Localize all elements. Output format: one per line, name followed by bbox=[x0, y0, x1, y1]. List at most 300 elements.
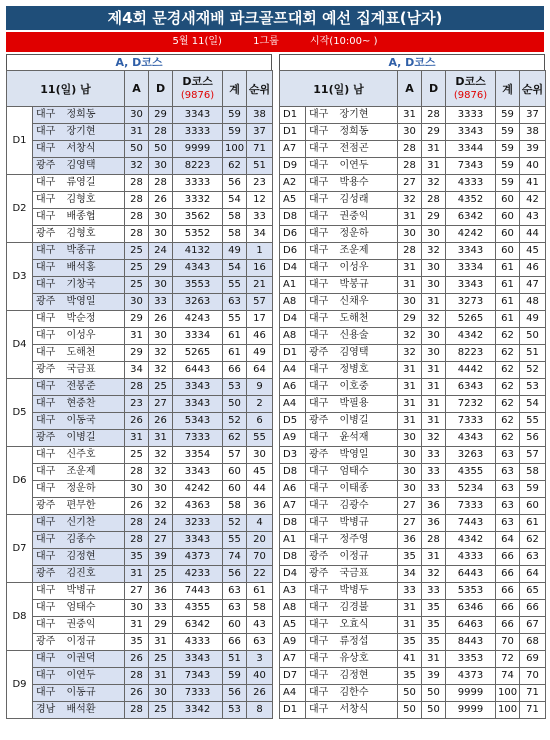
a-score-cell: 27 bbox=[125, 583, 149, 600]
dcourse-cell: 6443 bbox=[173, 362, 223, 379]
a-score-cell: 28 bbox=[125, 175, 149, 192]
table-row bbox=[280, 396, 546, 413]
group-code-cell: A4 bbox=[280, 396, 306, 413]
dcourse-cell: 3343 bbox=[173, 379, 223, 396]
name-cell: 김성래 bbox=[336, 192, 398, 209]
group-code-cell: A1 bbox=[280, 277, 306, 294]
a-score-cell: 35 bbox=[125, 634, 149, 651]
rank-cell: 45 bbox=[520, 243, 546, 260]
rank-cell: 64 bbox=[247, 362, 273, 379]
table-row bbox=[280, 192, 546, 209]
dcourse-cell: 4233 bbox=[173, 566, 223, 583]
d-score-cell: 28 bbox=[149, 175, 173, 192]
d-score-cell: 30 bbox=[149, 481, 173, 498]
d-score-cell: 32 bbox=[422, 566, 446, 583]
table-row bbox=[7, 685, 273, 702]
a-score-cell: 30 bbox=[125, 600, 149, 617]
dcourse-cell: 3342 bbox=[173, 702, 223, 719]
dcourse-cell: 7333 bbox=[446, 498, 496, 515]
header-a: A bbox=[125, 71, 149, 107]
total-cell: 60 bbox=[496, 209, 520, 226]
dcourse-cell: 3333 bbox=[173, 124, 223, 141]
rank-cell: 62 bbox=[520, 532, 546, 549]
region-cell: 대구 bbox=[33, 515, 63, 532]
total-cell: 56 bbox=[223, 685, 247, 702]
total-cell: 57 bbox=[223, 447, 247, 464]
dcourse-cell: 4363 bbox=[173, 498, 223, 515]
table-row bbox=[280, 243, 546, 260]
a-score-cell: 28 bbox=[398, 243, 422, 260]
d-score-cell: 32 bbox=[149, 464, 173, 481]
d-score-cell: 30 bbox=[422, 260, 446, 277]
name-cell: 이호중 bbox=[336, 379, 398, 396]
name-cell: 이동국 bbox=[63, 413, 125, 430]
d-score-cell: 25 bbox=[149, 379, 173, 396]
total-cell: 63 bbox=[496, 515, 520, 532]
header-a: A bbox=[398, 71, 422, 107]
a-score-cell: 25 bbox=[125, 243, 149, 260]
dcourse-cell: 6463 bbox=[446, 617, 496, 634]
d-score-cell: 30 bbox=[422, 345, 446, 362]
a-score-cell: 30 bbox=[398, 226, 422, 243]
rank-cell: 16 bbox=[247, 260, 273, 277]
group-code-cell: A8 bbox=[280, 600, 306, 617]
dcourse-cell: 3343 bbox=[173, 107, 223, 124]
name-cell: 박순정 bbox=[63, 311, 125, 328]
region-cell: 광주 bbox=[33, 226, 63, 243]
name-cell: 이동규 bbox=[63, 685, 125, 702]
region-cell: 광주 bbox=[33, 430, 63, 447]
table-row bbox=[280, 549, 546, 566]
region-cell: 대구 bbox=[33, 532, 63, 549]
group-code-cell: A5 bbox=[280, 617, 306, 634]
rank-cell: 41 bbox=[520, 175, 546, 192]
d-score-cell: 30 bbox=[149, 685, 173, 702]
rank-cell: 71 bbox=[520, 685, 546, 702]
dcourse-cell: 3334 bbox=[173, 328, 223, 345]
region-cell: 대구 bbox=[33, 124, 63, 141]
table-row bbox=[7, 175, 273, 192]
region-cell: 대구 bbox=[33, 396, 63, 413]
total-cell: 59 bbox=[496, 158, 520, 175]
dcourse-cell: 4242 bbox=[446, 226, 496, 243]
table-row bbox=[7, 124, 273, 141]
dcourse-cell: 7333 bbox=[446, 413, 496, 430]
group-code-cell: D6 bbox=[280, 243, 306, 260]
region-cell: 대구 bbox=[33, 328, 63, 345]
total-cell: 54 bbox=[223, 192, 247, 209]
name-cell: 엄태수 bbox=[63, 600, 125, 617]
name-cell: 김영택 bbox=[336, 345, 398, 362]
total-cell: 61 bbox=[223, 345, 247, 362]
header-day: 11(일) 남 bbox=[7, 71, 125, 107]
course-label: A, D코스 bbox=[6, 54, 272, 70]
region-cell: 대구 bbox=[306, 192, 336, 209]
name-cell: 편무한 bbox=[63, 498, 125, 515]
total-cell: 62 bbox=[496, 362, 520, 379]
table-row bbox=[280, 379, 546, 396]
dcourse-cell: 6342 bbox=[446, 209, 496, 226]
total-cell: 59 bbox=[496, 107, 520, 124]
total-cell: 49 bbox=[223, 243, 247, 260]
dcourse-cell: 7232 bbox=[446, 396, 496, 413]
table-row bbox=[7, 600, 273, 617]
rank-cell: 33 bbox=[247, 209, 273, 226]
group-code-cell: A7 bbox=[280, 498, 306, 515]
rank-cell: 40 bbox=[520, 158, 546, 175]
rank-cell: 6 bbox=[247, 413, 273, 430]
d-score-cell: 30 bbox=[422, 226, 446, 243]
d-score-cell: 27 bbox=[149, 532, 173, 549]
total-cell: 60 bbox=[496, 192, 520, 209]
name-cell: 신채우 bbox=[336, 294, 398, 311]
table-row bbox=[280, 532, 546, 549]
dcourse-cell: 7343 bbox=[446, 158, 496, 175]
group-code-cell: A4 bbox=[280, 685, 306, 702]
a-score-cell: 27 bbox=[398, 515, 422, 532]
d-score-cell: 50 bbox=[422, 685, 446, 702]
dcourse-cell: 3333 bbox=[446, 107, 496, 124]
total-cell: 66 bbox=[223, 634, 247, 651]
total-cell: 52 bbox=[223, 515, 247, 532]
dcourse-cell: 7343 bbox=[173, 668, 223, 685]
name-cell: 배석환 bbox=[63, 702, 125, 719]
name-cell: 기창국 bbox=[63, 277, 125, 294]
d-score-cell: 31 bbox=[422, 362, 446, 379]
a-score-cell: 41 bbox=[398, 651, 422, 668]
group-code-cell: A8 bbox=[280, 328, 306, 345]
region-cell: 대구 bbox=[306, 158, 336, 175]
group-code-cell: D4 bbox=[280, 566, 306, 583]
group-code-cell: D9 bbox=[280, 158, 306, 175]
table-row bbox=[280, 362, 546, 379]
table-row bbox=[280, 413, 546, 430]
a-score-cell: 27 bbox=[398, 175, 422, 192]
table-row bbox=[280, 481, 546, 498]
name-cell: 이정규 bbox=[336, 549, 398, 566]
total-cell: 61 bbox=[496, 277, 520, 294]
region-cell: 대구 bbox=[33, 243, 63, 260]
a-score-cell: 26 bbox=[125, 413, 149, 430]
table-row bbox=[280, 498, 546, 515]
dcourse-cell: 6346 bbox=[446, 600, 496, 617]
a-score-cell: 31 bbox=[398, 617, 422, 634]
d-score-cell: 31 bbox=[422, 549, 446, 566]
total-cell: 55 bbox=[223, 311, 247, 328]
dcourse-cell: 3273 bbox=[446, 294, 496, 311]
d-score-cell: 32 bbox=[149, 498, 173, 515]
name-cell: 박봉규 bbox=[336, 277, 398, 294]
table-row bbox=[7, 617, 273, 634]
d-score-cell: 29 bbox=[422, 209, 446, 226]
name-cell: 김형호 bbox=[63, 192, 125, 209]
rank-cell: 71 bbox=[520, 702, 546, 719]
region-cell: 대구 bbox=[33, 600, 63, 617]
dcourse-cell: 4343 bbox=[173, 260, 223, 277]
d-score-cell: 32 bbox=[422, 311, 446, 328]
a-score-cell: 50 bbox=[398, 685, 422, 702]
d-score-cell: 30 bbox=[422, 328, 446, 345]
right-table-body bbox=[280, 107, 546, 719]
a-score-cell: 36 bbox=[398, 532, 422, 549]
d-score-cell: 36 bbox=[422, 515, 446, 532]
page-title: 제4회 문경새재배 파크골프대회 예선 집계표(남자) bbox=[6, 6, 544, 30]
a-score-cell: 35 bbox=[398, 668, 422, 685]
a-score-cell: 31 bbox=[398, 379, 422, 396]
total-cell: 59 bbox=[223, 107, 247, 124]
header-dcourse-label: D코스 bbox=[455, 74, 486, 88]
table-row bbox=[280, 226, 546, 243]
rank-cell: 49 bbox=[520, 311, 546, 328]
a-score-cell: 30 bbox=[125, 107, 149, 124]
dcourse-cell: 4373 bbox=[173, 549, 223, 566]
dcourse-cell: 4333 bbox=[446, 175, 496, 192]
d-score-cell: 33 bbox=[422, 481, 446, 498]
rank-cell: 68 bbox=[520, 634, 546, 651]
name-cell: 박영일 bbox=[336, 447, 398, 464]
a-score-cell: 31 bbox=[125, 617, 149, 634]
rank-cell: 3 bbox=[247, 651, 273, 668]
group-code-cell: A9 bbox=[280, 430, 306, 447]
rank-cell: 61 bbox=[247, 583, 273, 600]
a-score-cell: 30 bbox=[398, 481, 422, 498]
a-score-cell: 30 bbox=[398, 124, 422, 141]
name-cell: 도해천 bbox=[63, 345, 125, 362]
total-cell: 53 bbox=[223, 379, 247, 396]
rank-cell: 47 bbox=[520, 277, 546, 294]
group-code-cell: D3 bbox=[280, 447, 306, 464]
d-score-cell: 28 bbox=[422, 192, 446, 209]
region-cell: 대구 bbox=[306, 175, 336, 192]
group-code-cell: A2 bbox=[280, 175, 306, 192]
name-cell: 전봉준 bbox=[63, 379, 125, 396]
d-score-cell: 33 bbox=[422, 583, 446, 600]
d-score-cell: 30 bbox=[149, 209, 173, 226]
total-cell: 62 bbox=[223, 158, 247, 175]
dcourse-cell: 6443 bbox=[446, 566, 496, 583]
table-row bbox=[7, 209, 273, 226]
dcourse-cell: 3343 bbox=[173, 464, 223, 481]
region-cell: 대구 bbox=[33, 447, 63, 464]
region-cell: 대구 bbox=[306, 362, 336, 379]
name-cell: 이병길 bbox=[336, 413, 398, 430]
region-cell: 대구 bbox=[306, 311, 336, 328]
group-cell: D6 bbox=[7, 447, 33, 515]
group-code-cell: D8 bbox=[280, 464, 306, 481]
name-cell: 유상호 bbox=[336, 651, 398, 668]
region-cell: 대구 bbox=[306, 277, 336, 294]
total-cell: 70 bbox=[496, 634, 520, 651]
name-cell: 장기현 bbox=[336, 107, 398, 124]
region-cell: 대구 bbox=[306, 379, 336, 396]
total-cell: 51 bbox=[223, 651, 247, 668]
group-code-cell: A7 bbox=[280, 141, 306, 158]
a-score-cell: 31 bbox=[125, 124, 149, 141]
a-score-cell: 28 bbox=[125, 515, 149, 532]
d-score-cell: 32 bbox=[149, 345, 173, 362]
total-cell: 59 bbox=[223, 668, 247, 685]
a-score-cell: 26 bbox=[125, 498, 149, 515]
name-cell: 현중찬 bbox=[63, 396, 125, 413]
name-cell: 정병호 bbox=[336, 362, 398, 379]
dcourse-cell: 4242 bbox=[173, 481, 223, 498]
region-cell: 대구 bbox=[306, 328, 336, 345]
dcourse-cell: 7333 bbox=[173, 430, 223, 447]
region-cell: 대구 bbox=[306, 107, 336, 124]
dcourse-cell: 5353 bbox=[446, 583, 496, 600]
total-cell: 61 bbox=[496, 260, 520, 277]
d-score-cell: 24 bbox=[149, 243, 173, 260]
a-score-cell: 25 bbox=[125, 447, 149, 464]
table-row bbox=[280, 107, 546, 124]
name-cell: 박병규 bbox=[336, 515, 398, 532]
total-cell: 66 bbox=[496, 566, 520, 583]
rank-cell: 64 bbox=[520, 566, 546, 583]
region-cell: 대구 bbox=[306, 396, 336, 413]
header-rank: 순위 bbox=[247, 71, 273, 107]
group-cell: D8 bbox=[7, 583, 33, 651]
dcourse-cell: 4373 bbox=[446, 668, 496, 685]
name-cell: 권중익 bbox=[336, 209, 398, 226]
region-cell: 대구 bbox=[306, 464, 336, 481]
total-cell: 66 bbox=[223, 362, 247, 379]
region-cell: 대구 bbox=[306, 515, 336, 532]
region-cell: 대구 bbox=[306, 600, 336, 617]
a-score-cell: 28 bbox=[125, 464, 149, 481]
rank-cell: 51 bbox=[520, 345, 546, 362]
name-cell: 정희동 bbox=[336, 124, 398, 141]
a-score-cell: 28 bbox=[125, 532, 149, 549]
d-score-cell: 29 bbox=[149, 260, 173, 277]
rank-cell: 54 bbox=[520, 396, 546, 413]
name-cell: 이태종 bbox=[336, 481, 398, 498]
total-cell: 62 bbox=[496, 430, 520, 447]
region-cell: 대구 bbox=[33, 685, 63, 702]
name-cell: 도해천 bbox=[336, 311, 398, 328]
a-score-cell: 31 bbox=[398, 107, 422, 124]
table-row bbox=[7, 328, 273, 345]
rank-cell: 52 bbox=[520, 362, 546, 379]
dcourse-cell: 8223 bbox=[446, 345, 496, 362]
total-cell: 54 bbox=[223, 260, 247, 277]
rank-cell: 53 bbox=[520, 379, 546, 396]
name-cell: 김진호 bbox=[63, 566, 125, 583]
a-score-cell: 31 bbox=[125, 430, 149, 447]
dcourse-cell: 3562 bbox=[173, 209, 223, 226]
a-score-cell: 27 bbox=[398, 498, 422, 515]
region-cell: 대구 bbox=[33, 345, 63, 362]
total-cell: 63 bbox=[223, 600, 247, 617]
a-score-cell: 26 bbox=[125, 651, 149, 668]
rank-cell: 43 bbox=[520, 209, 546, 226]
rank-cell: 55 bbox=[247, 430, 273, 447]
dcourse-cell: 9999 bbox=[446, 685, 496, 702]
dcourse-cell: 4355 bbox=[446, 464, 496, 481]
table-row bbox=[7, 566, 273, 583]
a-score-cell: 28 bbox=[398, 158, 422, 175]
table-row bbox=[280, 600, 546, 617]
name-cell: 박병두 bbox=[336, 583, 398, 600]
a-score-cell: 32 bbox=[398, 328, 422, 345]
total-cell: 62 bbox=[496, 379, 520, 396]
table-row bbox=[280, 583, 546, 600]
dcourse-cell: 7443 bbox=[446, 515, 496, 532]
rank-cell: 70 bbox=[520, 668, 546, 685]
region-cell: 대구 bbox=[306, 124, 336, 141]
region-cell: 대구 bbox=[33, 413, 63, 430]
d-score-cell: 31 bbox=[422, 413, 446, 430]
table-row bbox=[7, 141, 273, 158]
table-row bbox=[7, 481, 273, 498]
total-cell: 55 bbox=[223, 532, 247, 549]
dcourse-cell: 3334 bbox=[446, 260, 496, 277]
table-row bbox=[7, 311, 273, 328]
group-code-cell: D8 bbox=[280, 549, 306, 566]
d-score-cell: 35 bbox=[422, 634, 446, 651]
group-code-cell: D7 bbox=[280, 668, 306, 685]
a-score-cell: 32 bbox=[398, 192, 422, 209]
total-cell: 61 bbox=[223, 328, 247, 345]
total-cell: 64 bbox=[496, 532, 520, 549]
d-score-cell: 28 bbox=[422, 107, 446, 124]
table-row bbox=[280, 566, 546, 583]
d-score-cell: 29 bbox=[422, 124, 446, 141]
region-cell: 대구 bbox=[33, 192, 63, 209]
d-score-cell: 30 bbox=[149, 328, 173, 345]
d-score-cell: 31 bbox=[422, 158, 446, 175]
a-score-cell: 30 bbox=[125, 481, 149, 498]
total-cell: 100 bbox=[223, 141, 247, 158]
dcourse-cell: 3553 bbox=[173, 277, 223, 294]
region-cell: 대구 bbox=[33, 617, 63, 634]
rank-cell: 39 bbox=[520, 141, 546, 158]
dcourse-cell: 8223 bbox=[173, 158, 223, 175]
d-score-cell: 36 bbox=[422, 498, 446, 515]
rank-cell: 21 bbox=[247, 277, 273, 294]
rank-cell: 1 bbox=[247, 243, 273, 260]
name-cell: 류정섭 bbox=[336, 634, 398, 651]
rank-cell: 17 bbox=[247, 311, 273, 328]
rank-cell: 48 bbox=[520, 294, 546, 311]
total-cell: 62 bbox=[496, 345, 520, 362]
table-row bbox=[7, 158, 273, 175]
dcourse-cell: 4343 bbox=[446, 430, 496, 447]
a-score-cell: 28 bbox=[125, 668, 149, 685]
a-score-cell: 28 bbox=[125, 209, 149, 226]
table-row bbox=[7, 396, 273, 413]
total-cell: 74 bbox=[223, 549, 247, 566]
d-score-cell: 32 bbox=[422, 430, 446, 447]
dcourse-cell: 3333 bbox=[173, 175, 223, 192]
start-time-label: 시작(10:00~ ) bbox=[309, 36, 378, 47]
table-row bbox=[280, 175, 546, 192]
total-cell: 62 bbox=[496, 396, 520, 413]
group-code-cell: D1 bbox=[280, 345, 306, 362]
rank-cell: 22 bbox=[247, 566, 273, 583]
table-row bbox=[280, 634, 546, 651]
rank-cell: 37 bbox=[247, 124, 273, 141]
d-score-cell: 35 bbox=[422, 600, 446, 617]
dcourse-cell: 3263 bbox=[446, 447, 496, 464]
total-cell: 53 bbox=[223, 702, 247, 719]
total-cell: 60 bbox=[223, 617, 247, 634]
group-cell: D5 bbox=[7, 379, 33, 447]
total-cell: 62 bbox=[223, 430, 247, 447]
d-score-cell: 33 bbox=[149, 600, 173, 617]
table-row bbox=[7, 413, 273, 430]
table-row bbox=[280, 464, 546, 481]
name-cell: 전점곤 bbox=[336, 141, 398, 158]
